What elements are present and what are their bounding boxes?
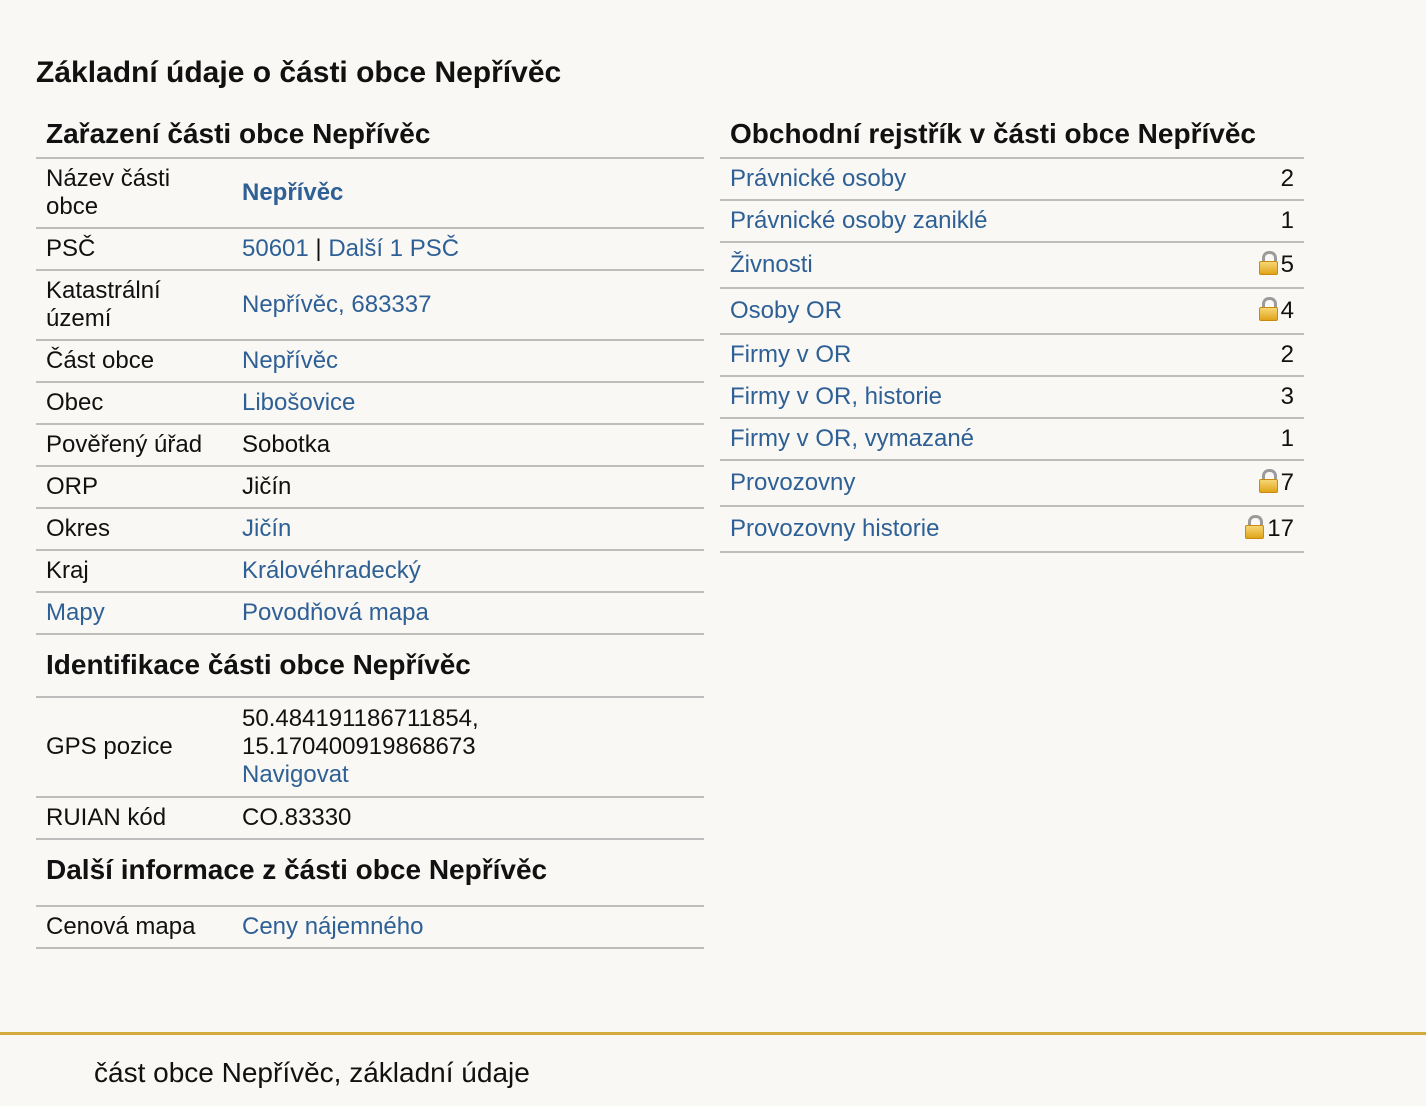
lock-icon	[1245, 515, 1264, 539]
registry-count-cell	[1188, 242, 1304, 288]
gps-latitude: 50.484191186711854,	[242, 705, 479, 732]
row-label: Obec	[46, 389, 104, 416]
registry-table	[720, 157, 1304, 553]
table-row	[36, 228, 704, 270]
registry-row	[720, 376, 1304, 418]
table-row	[36, 550, 704, 592]
registry-count-cell	[1188, 376, 1304, 418]
table-row	[36, 270, 704, 340]
registry-label-cell	[720, 506, 1188, 552]
row-label-cell	[36, 508, 232, 550]
registry-count: 17	[1267, 515, 1294, 542]
registry-label-cell	[720, 418, 1188, 460]
table-row	[36, 382, 704, 424]
lock-body	[1259, 261, 1278, 275]
row-label: Katastrální území	[46, 277, 161, 332]
row-value-cell	[232, 382, 704, 424]
registry-count: 7	[1280, 469, 1294, 496]
table-row	[36, 466, 704, 508]
registry-count: 3	[1280, 383, 1294, 410]
registry-row	[720, 288, 1304, 334]
registry-link[interactable]: Právnické osoby	[730, 165, 907, 192]
value-link[interactable]: Nepřívěc, 683337	[242, 291, 432, 318]
row-value-cell	[232, 508, 704, 550]
registry-label-cell	[720, 376, 1188, 418]
registry-row	[720, 242, 1304, 288]
registry-link[interactable]: Osoby OR	[730, 297, 843, 324]
row-label: Část obce	[46, 347, 155, 374]
lock-icon	[1259, 251, 1278, 275]
registry-count-cell	[1188, 158, 1304, 200]
registry-count: 2	[1280, 341, 1294, 368]
ruian-value: CO.83330	[232, 797, 704, 839]
registry-label-cell	[720, 334, 1188, 376]
row-label: PSČ	[46, 235, 96, 262]
ruian-label: RUIAN kód	[36, 797, 232, 839]
registry-row	[720, 460, 1304, 506]
row-value-cell	[232, 592, 704, 634]
registry-title: Obchodní rejstřík v části obce Nepřívěc	[730, 118, 1256, 149]
table-row	[36, 424, 704, 466]
row-label-link[interactable]: Mapy	[46, 599, 105, 626]
gps-value	[232, 697, 704, 797]
more-info-table	[36, 905, 704, 949]
registry-label-cell	[720, 242, 1188, 288]
navigate-link[interactable]: Navigovat	[242, 761, 349, 788]
right-column	[720, 108, 1304, 553]
registry-row	[720, 418, 1304, 460]
row-value-cell	[232, 228, 704, 270]
row-label-cell	[36, 592, 232, 634]
row-label-cell	[36, 270, 232, 340]
table-row	[36, 340, 704, 382]
registry-row	[720, 158, 1304, 200]
row-label-cell	[36, 424, 232, 466]
registry-link[interactable]: Provozovny	[730, 469, 856, 496]
row-label-cell	[36, 382, 232, 424]
registry-count: 1	[1280, 425, 1294, 452]
lock-body	[1259, 479, 1278, 493]
registry-row	[720, 334, 1304, 376]
identification-table	[36, 696, 704, 840]
lock-body	[1259, 307, 1278, 321]
value-link[interactable]: Královéhradecký	[242, 557, 421, 584]
gps-label: GPS pozice	[36, 697, 232, 797]
footer-divider	[0, 1032, 1426, 1035]
value-link[interactable]: Nepřívěc	[242, 347, 339, 374]
table-row	[36, 906, 704, 948]
row-value-cell	[232, 466, 704, 508]
row-label-cell	[36, 340, 232, 382]
row-label-cell	[36, 550, 232, 592]
page-title: Základní údaje o části obce Nepřívěc	[36, 56, 562, 89]
registry-link[interactable]: Právnické osoby zaniklé	[730, 207, 988, 234]
value-link[interactable]: Povodňová mapa	[242, 599, 429, 626]
value-link[interactable]: Jičín	[242, 515, 292, 542]
row-label: Název části obce	[46, 165, 171, 220]
registry-link[interactable]: Provozovny historie	[730, 515, 940, 542]
registry-count: 1	[1280, 207, 1294, 234]
registry-count-cell	[1188, 334, 1304, 376]
value-link[interactable]: Další 1 PSČ	[328, 235, 460, 262]
table-row	[36, 592, 704, 634]
row-label-cell	[36, 158, 232, 228]
registry-count: 5	[1280, 251, 1294, 278]
gps-longitude: 15.170400919868673	[242, 733, 476, 760]
classification-table	[36, 157, 704, 635]
row-value-cell	[232, 550, 704, 592]
row-label: ORP	[46, 473, 99, 500]
value-text: |	[308, 235, 329, 262]
row-label: Kraj	[46, 557, 89, 584]
table-row	[36, 158, 704, 228]
price-map-label: Cenová mapa	[36, 906, 232, 948]
lock-body	[1245, 525, 1264, 539]
row-label: Okres	[46, 515, 111, 542]
value-link[interactable]: Nepřívěc	[242, 179, 344, 206]
row-value-cell	[232, 340, 704, 382]
value-link[interactable]: Libošovice	[242, 389, 356, 416]
value-text: Sobotka	[242, 431, 331, 458]
more-info-title: Další informace z části obce Nepřívěc	[46, 854, 548, 885]
registry-row	[720, 200, 1304, 242]
table-row	[36, 508, 704, 550]
left-column	[36, 108, 704, 949]
registry-count-cell	[1188, 418, 1304, 460]
rent-prices-link[interactable]: Ceny nájemného	[242, 913, 424, 940]
registry-count-cell	[1188, 288, 1304, 334]
registry-count-cell	[1188, 506, 1304, 552]
registry-label-cell	[720, 288, 1188, 334]
registry-link[interactable]: Firmy v OR	[730, 341, 852, 368]
row-value-cell	[232, 270, 704, 340]
registry-label-cell	[720, 158, 1188, 200]
registry-row	[720, 506, 1304, 552]
row-label-cell	[36, 228, 232, 270]
registry-link[interactable]: Firmy v OR, vymazané	[730, 425, 975, 452]
registry-count-cell	[1188, 200, 1304, 242]
registry-label-cell	[720, 200, 1188, 242]
registry-link[interactable]: Živnosti	[730, 251, 813, 278]
price-map-cell	[232, 906, 704, 948]
footer-text: část obce Nepřívěc, základní údaje	[94, 1057, 530, 1088]
table-row	[36, 697, 704, 797]
classification-title: Zařazení části obce Nepřívěc	[46, 118, 431, 149]
registry-label-cell	[720, 460, 1188, 506]
row-value-cell	[232, 424, 704, 466]
table-row	[36, 797, 704, 839]
registry-link[interactable]: Firmy v OR, historie	[730, 383, 943, 410]
lock-icon	[1259, 469, 1278, 493]
value-text: Jičín	[242, 473, 292, 500]
registry-count: 2	[1280, 165, 1294, 192]
lock-icon	[1259, 297, 1278, 321]
registry-count: 4	[1280, 297, 1294, 324]
row-label-cell	[36, 466, 232, 508]
value-link[interactable]: 50601	[242, 235, 309, 262]
registry-count-cell	[1188, 460, 1304, 506]
row-label: Pověřený úřad	[46, 431, 203, 458]
row-value-cell	[232, 158, 704, 228]
identification-title: Identifikace části obce Nepřívěc	[46, 649, 471, 680]
